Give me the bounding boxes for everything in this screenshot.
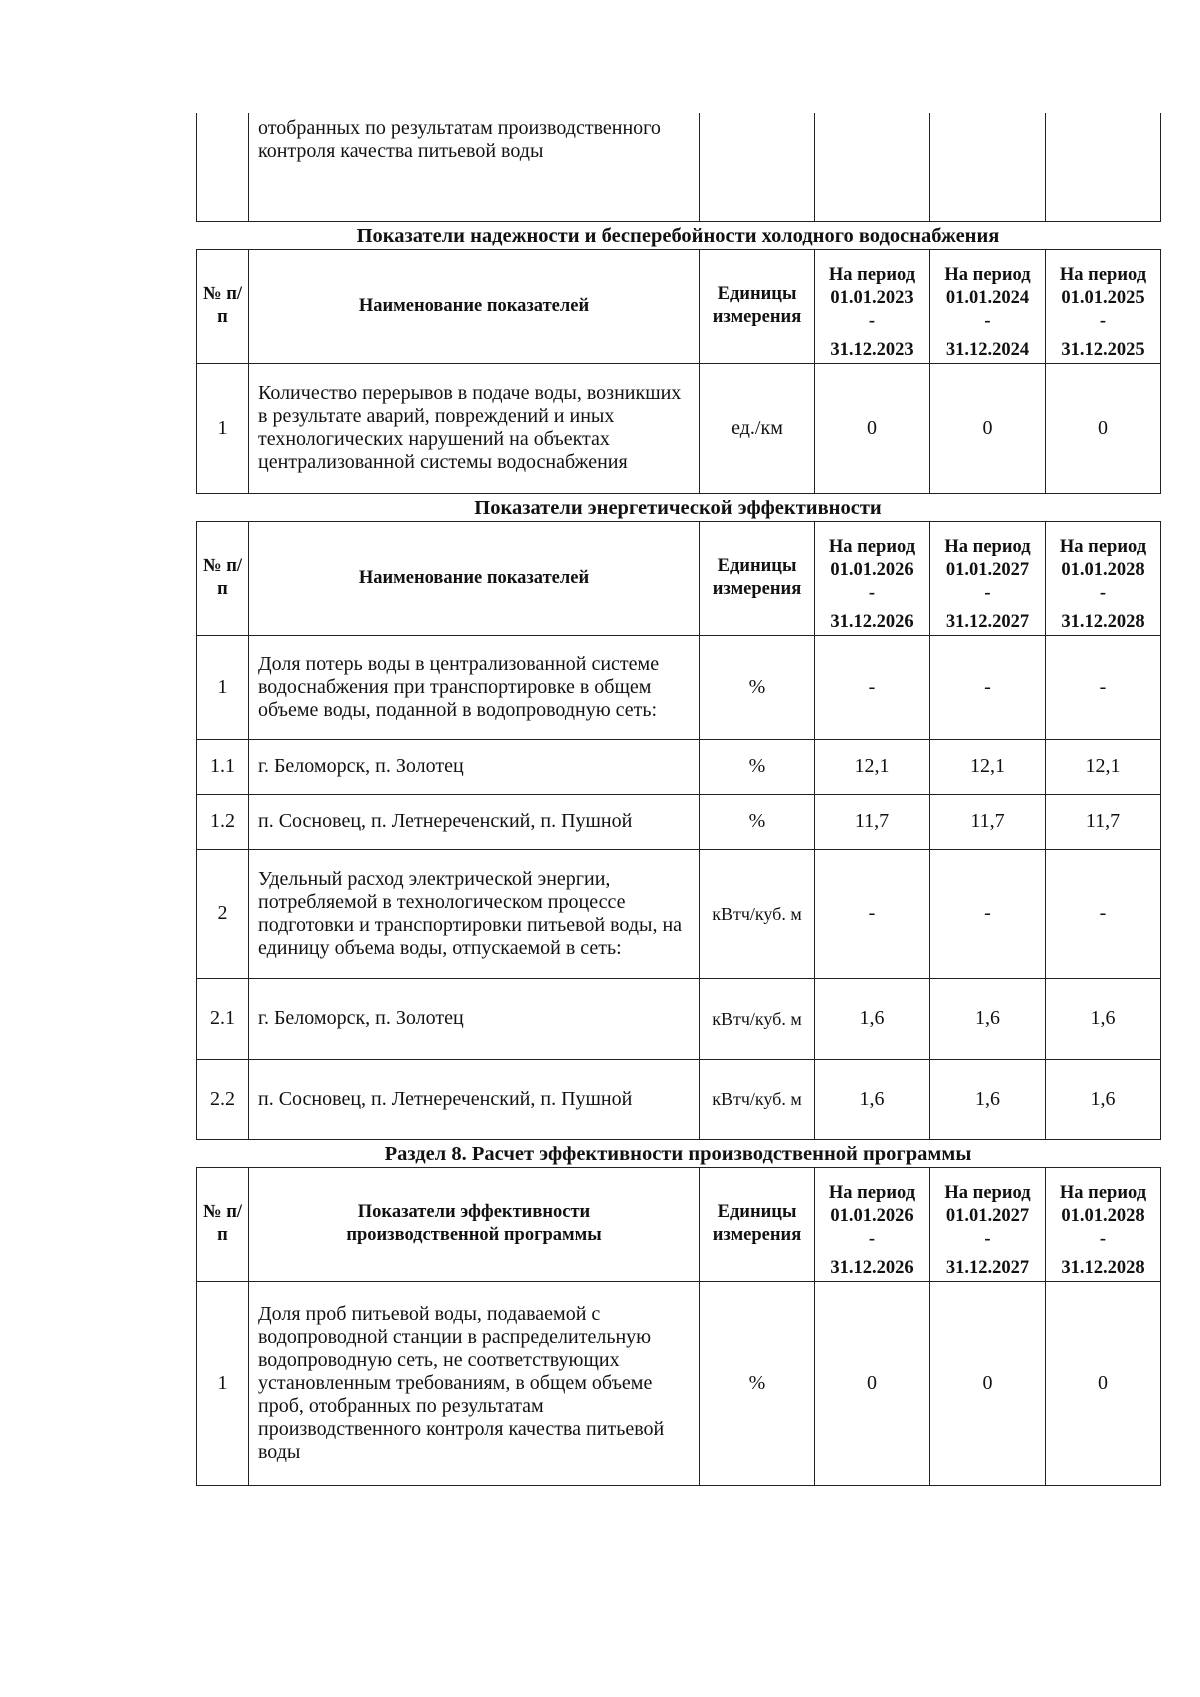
table-header-row [197,521,1161,635]
row-value: - [1046,635,1161,739]
row-value: 1,6 [815,1059,930,1139]
table-cell [700,113,815,221]
row-number: 2.1 [197,978,249,1059]
period-start: 01.01.2028 [1061,559,1145,580]
row-number: 2.2 [197,1059,249,1139]
row-number: 2 [197,849,249,978]
column-header-number: № п/п [197,1167,249,1281]
row-unit: кВтч/куб. м [700,1059,815,1139]
row-value: 12,1 [815,739,930,794]
row-name: г. Беломорск, п. Золотец [249,739,700,794]
row-number: 1.2 [197,794,249,849]
row-unit: кВтч/куб. м [700,849,815,978]
row-unit: % [700,635,815,739]
period-label: На период [944,1182,1031,1203]
section-title-energy: Показатели энергетической эффективности [474,496,882,519]
table-cell [930,113,1046,221]
row-name: г. Беломорск, п. Золотец [249,978,700,1059]
period-end: 31.12.2027 [945,1257,1030,1278]
row-value: 11,7 [815,794,930,849]
row-value: 1,6 [930,1059,1046,1139]
table-row [197,1059,1161,1139]
period-label: На период [944,536,1031,557]
period-end: 31.12.2023 [830,339,914,360]
row-value: 11,7 [1046,794,1161,849]
row-value: - [815,849,930,978]
table-header-row [197,249,1161,363]
continuation-table [196,113,1161,222]
table-cell [1046,113,1161,221]
column-header-unit: Единицы измерения [700,1167,815,1281]
column-header-period [930,249,1046,363]
period-dash: - [1099,582,1107,603]
row-value: 1,6 [1046,1059,1161,1139]
column-header-period [1046,521,1161,635]
column-header-name: Наименование показателей [249,521,700,635]
row-value: 12,1 [1046,739,1161,794]
period-label: На период [1059,1182,1147,1203]
row-number: 1 [197,635,249,739]
column-header-period [930,521,1046,635]
period-dash: - [868,1228,876,1249]
row-value: 11,7 [930,794,1046,849]
row-number: 1 [197,1281,249,1485]
section-title-reliability: Показатели надежности и бесперебойности холодного водоснабжения [356,224,1000,247]
table-cell [197,113,249,221]
row-value: - [930,635,1046,739]
column-header-period [815,1167,930,1281]
row-name: Доля потерь воды в централизованной системе водоснабжения при транспортировке в общем объеме воды, поданной в водопроводную сеть: [249,635,700,739]
row-unit: кВтч/куб. м [700,978,815,1059]
period-end: 31.12.2026 [830,611,914,632]
row-value: 0 [930,363,1046,493]
row-unit: % [700,794,815,849]
row-value: - [1046,849,1161,978]
period-start: 01.01.2025 [1061,287,1145,308]
period-label: На период [828,264,916,285]
period-dash: - [1099,310,1107,331]
row-value: - [815,635,930,739]
column-header-number: № п/п [197,521,249,635]
row-unit: ед./км [700,363,815,493]
table-row [197,794,1161,849]
table-row [197,849,1161,978]
row-value: 0 [815,363,930,493]
table-row [197,739,1161,794]
row-value: 12,1 [930,739,1046,794]
period-end: 31.12.2026 [830,1257,914,1278]
table-row [197,1281,1161,1485]
period-start: 01.01.2026 [830,559,914,580]
table-row [197,635,1161,739]
row-value: 0 [930,1281,1046,1485]
row-name: Доля проб питьевой воды, подаваемой с водопроводной станции в распределительную водопроводную сеть, не соответствующих установленным требованиям, в общем объеме проб, отобранных по результатам производственного контроля качества питьевой воды [249,1281,700,1485]
period-label: На период [1059,536,1147,557]
period-start: 01.01.2026 [830,1205,914,1226]
period-dash: - [868,582,876,603]
column-header-name: Наименование показателей [249,249,700,363]
period-start: 01.01.2023 [830,287,914,308]
period-end: 31.12.2028 [1061,1257,1145,1278]
table-cell: отобранных по результатам производственного контроля качества питьевой воды [249,113,700,221]
period-start: 01.01.2027 [945,559,1030,580]
table-header-row [197,1167,1161,1281]
period-dash: - [868,310,876,331]
row-name: Количество перерывов в подаче воды, возникших в результате аварий, повреждений и иных технологических нарушений на объектах централизованной системы водоснабжения [249,363,700,493]
period-label: На период [828,536,916,557]
period-start: 01.01.2027 [945,1205,1030,1226]
column-header-unit: Единицы измерения [700,521,815,635]
row-unit: % [700,1281,815,1485]
column-header-name: Показатели эффективности производственной программы [249,1167,700,1281]
column-header-period [930,1167,1046,1281]
row-value: 1,6 [1046,978,1161,1059]
row-name: Удельный расход электрической энергии, потребляемой в технологическом процессе подготовки и транспортировки питьевой воды, на единицу объема воды, отпускаемой в сеть: [249,849,700,978]
table-row [197,363,1161,493]
table-row [197,978,1161,1059]
row-name: п. Сосновец, п. Летнереченский, п. Пушной [249,794,700,849]
row-number: 1.1 [197,739,249,794]
column-header-period [1046,249,1161,363]
column-header-period [1046,1167,1161,1281]
row-value: 0 [815,1281,930,1485]
energy-table [196,521,1161,1140]
row-value: 0 [1046,1281,1161,1485]
row-value: 1,6 [930,978,1046,1059]
column-header-number: № п/п [197,249,249,363]
document-page [196,113,1160,1486]
row-value: - [930,849,1046,978]
period-dash: - [984,310,991,331]
reliability-table [196,249,1161,494]
period-dash: - [984,582,991,603]
period-end: 31.12.2024 [945,339,1030,360]
efficiency-table [196,1167,1161,1486]
period-end: 31.12.2025 [1061,339,1145,360]
column-header-period [815,249,930,363]
period-label: На период [944,264,1031,285]
period-start: 01.01.2028 [1061,1205,1145,1226]
column-header-period [815,521,930,635]
period-label: На период [1059,264,1147,285]
row-value: 0 [1046,363,1161,493]
period-end: 31.12.2028 [1061,611,1145,632]
period-end: 31.12.2027 [945,611,1030,632]
table-cell [815,113,930,221]
row-value: 1,6 [815,978,930,1059]
section-title-efficiency: Раздел 8. Расчет эффективности производственной программы [384,1142,972,1165]
row-name: п. Сосновец, п. Летнереченский, п. Пушной [249,1059,700,1139]
row-unit: % [700,739,815,794]
column-header-unit: Единицы измерения [700,249,815,363]
period-label: На период [828,1182,916,1203]
period-dash: - [984,1228,991,1249]
period-start: 01.01.2024 [945,287,1030,308]
period-dash: - [1099,1228,1107,1249]
row-number: 1 [197,363,249,493]
